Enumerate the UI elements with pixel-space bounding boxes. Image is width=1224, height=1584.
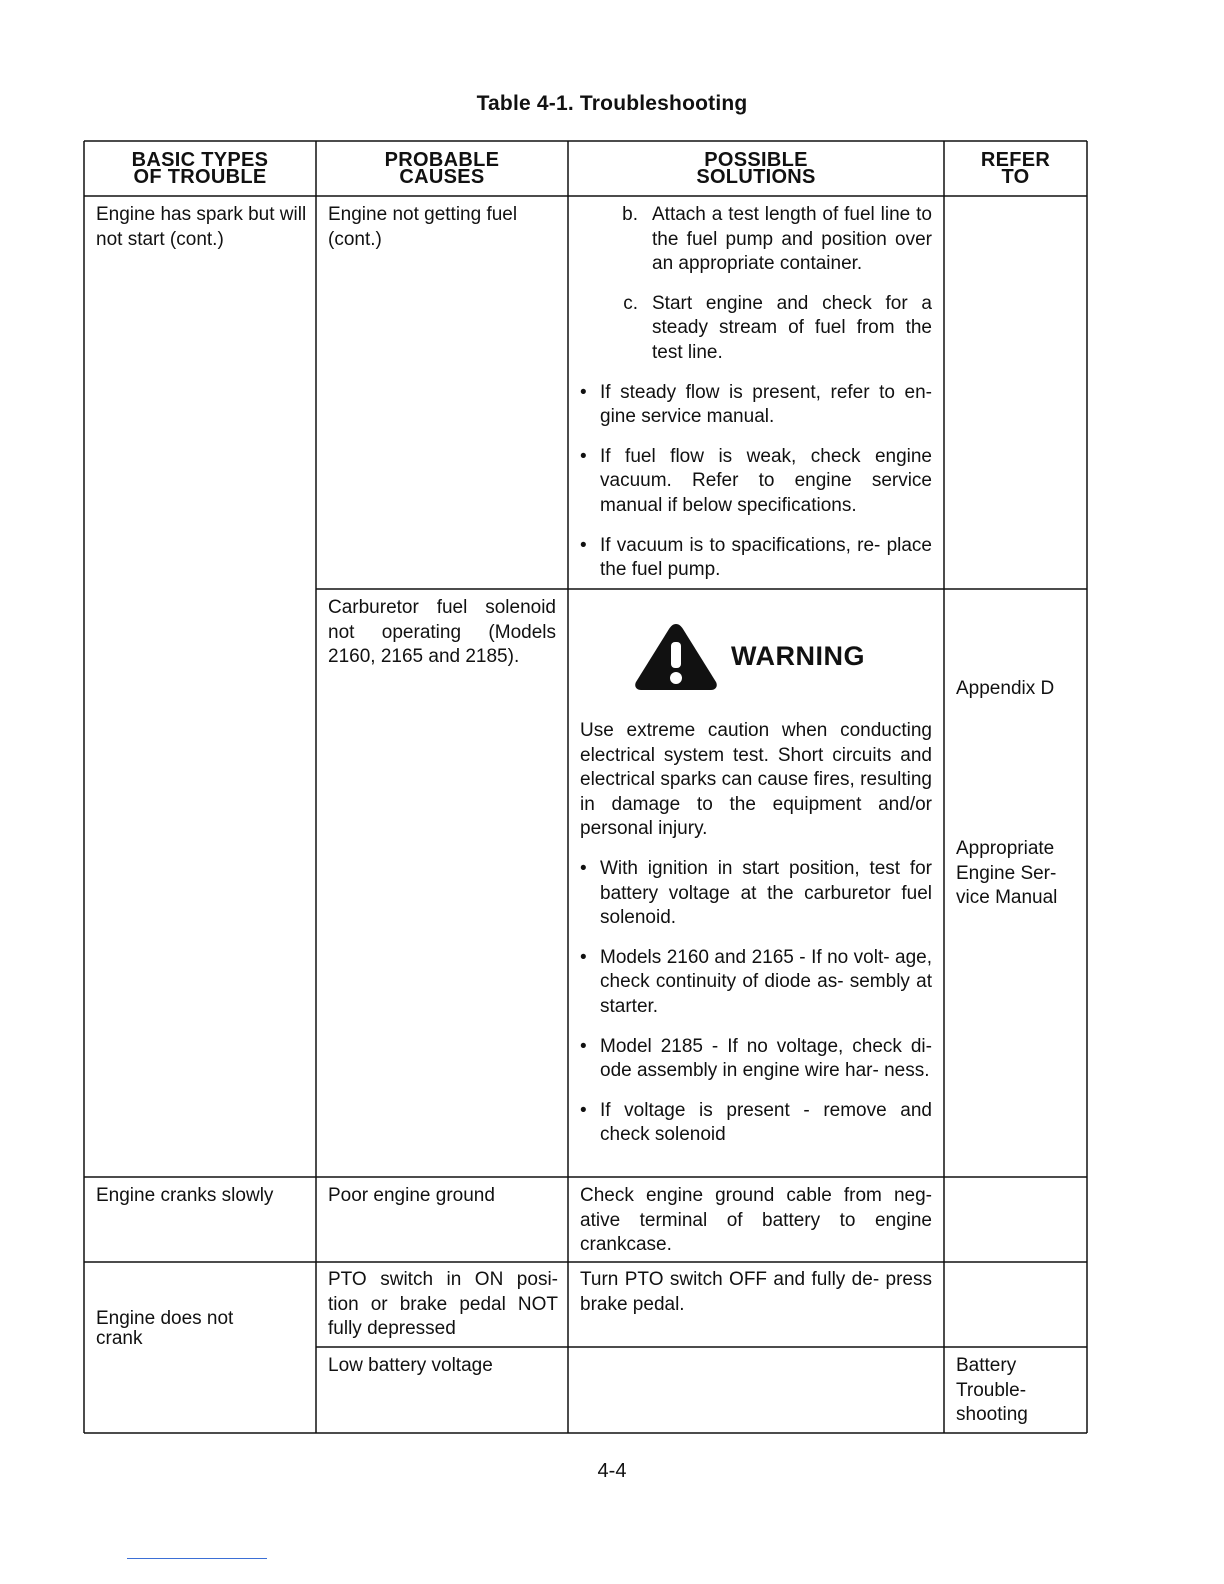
- bullet: •: [580, 381, 587, 403]
- solution-item: [580, 445, 932, 519]
- table-title: Table 4-1. Troubleshooting: [476, 92, 748, 115]
- solution-text: If fuel flow is weak, check engine vacuum. Refer to engine service manual if below specifications.: [600, 445, 932, 516]
- row4-solution-pto: Turn PTO switch OFF and fully de- press brake pedal.: [580, 1269, 932, 1315]
- warning-text: Use extreme caution when conducting electrical system test. Short circuits and electrical sparks can cause fires, resulting in damage to the equipment and/or personal injury.: [580, 720, 932, 840]
- solution-text: Model 2185 - If no voltage, check di- ode assembly in engine wire har- ness.: [600, 1035, 932, 1082]
- solution-text: If vacuum is to spacifications, re- place the fuel pump.: [600, 534, 932, 581]
- solution-text: Attach a test length of fuel line to the fuel pump and position over an appropriate container.: [652, 204, 932, 275]
- header-trouble: BASIC TYPES OF TROUBLE: [131, 149, 269, 188]
- row1-solutions: [580, 203, 932, 598]
- header-causes: PROBABLE CAUSES: [384, 149, 500, 188]
- solution-text: Models 2160 and 2165 - If no volt- age, check continuity of diode as- sembly at starter.: [600, 946, 932, 1017]
- refer-battery-troubleshooting: Battery Trouble- shooting: [956, 1355, 1028, 1426]
- solution-item: [580, 203, 932, 277]
- bullet: •: [580, 445, 587, 467]
- bullet: •: [580, 534, 587, 556]
- solution-marker: c.: [623, 292, 638, 314]
- bullet: •: [580, 858, 587, 879]
- solution-item: [580, 857, 932, 931]
- solution-item: [580, 381, 932, 430]
- solution-item: [580, 1035, 932, 1084]
- header-solutions: POSSIBLE SOLUTIONS: [696, 149, 816, 188]
- solution-item: [580, 534, 932, 583]
- warning-triangle-icon: [633, 620, 719, 692]
- solution-item: [580, 1099, 932, 1148]
- solution-text: If steady flow is present, refer to en- gine service manual.: [600, 381, 932, 428]
- row1-trouble: Engine has spark but will not start (cont.): [96, 204, 307, 250]
- bullet: •: [580, 1099, 587, 1121]
- bullet: •: [580, 946, 587, 968]
- solution-text: If voltage is present - remove and check solenoid: [600, 1099, 932, 1146]
- solution-text: With ignition in start position, test for battery voltage at the carburetor fuel solenoid.: [600, 858, 932, 929]
- row3-cause: Poor engine ground: [328, 1185, 495, 1206]
- row4-cause-battery: Low battery voltage: [328, 1355, 493, 1376]
- warning-label: WARNING: [731, 640, 865, 671]
- row2-cause: Carburetor fuel solenoid not operating (Models 2160, 2165 and 2185).: [328, 597, 556, 668]
- footer-rule: [127, 1558, 267, 1559]
- row3-trouble: Engine cranks slowly: [96, 1185, 274, 1206]
- refer-appendix-d: Appendix D: [956, 678, 1055, 699]
- page-number: 4-4: [597, 1460, 627, 1482]
- solution-text: Start engine and check for a steady stream of fuel from the test line.: [652, 292, 932, 363]
- bullet: •: [580, 1035, 587, 1057]
- warning-banner: [633, 620, 933, 692]
- row2-solutions: [580, 857, 932, 1163]
- solution-item: [580, 946, 932, 1020]
- solution-marker: b.: [622, 204, 638, 225]
- row4-trouble: Engine does not crank: [96, 1308, 234, 1349]
- header-refer: REFER TO: [980, 149, 1051, 188]
- row1-cause: Engine not getting fuel (cont.): [328, 204, 518, 250]
- row4-cause-pto: PTO switch in ON posi- tion or brake pedal NOT fully depressed: [328, 1269, 558, 1340]
- row3-solution: Check engine ground cable from neg- ative terminal of battery to engine crankcase.: [580, 1185, 932, 1256]
- refer-engine-manual: Appropriate Engine Ser- vice Manual: [956, 838, 1058, 909]
- solution-item: [580, 292, 932, 366]
